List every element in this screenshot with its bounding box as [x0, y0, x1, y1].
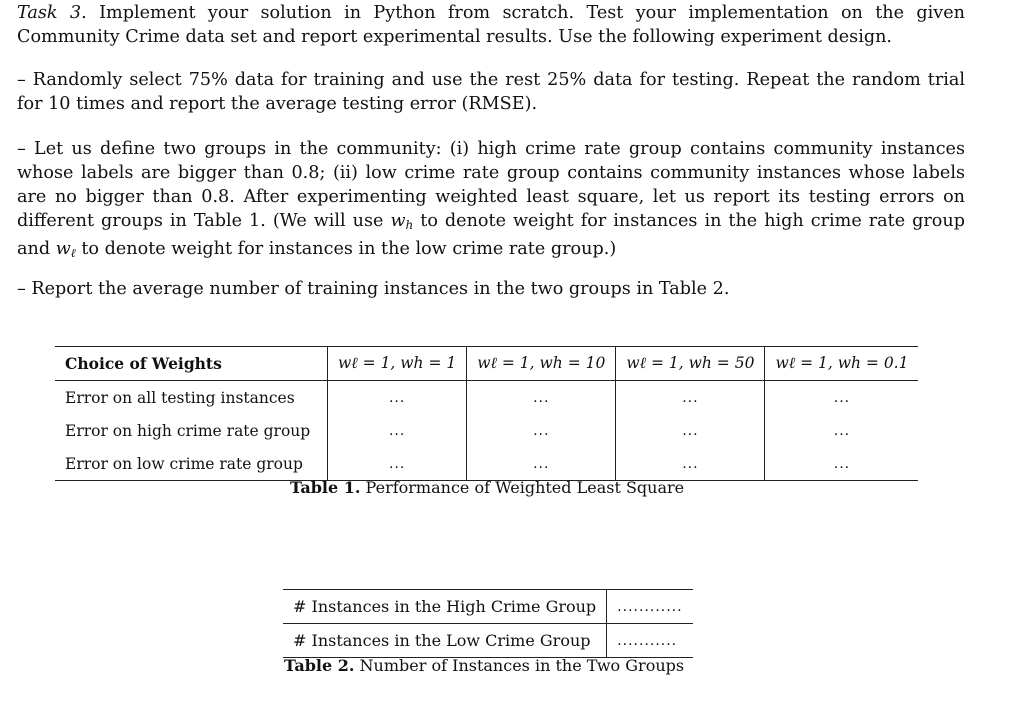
table-header-row — [55, 347, 918, 381]
table-cell: ............ — [607, 590, 693, 624]
header-weight-3: wℓ = 1, wh = 50 — [616, 347, 765, 381]
table-row — [55, 381, 918, 415]
bullet-groups-text-3: to denote weight for instances in the low crime rate group.) — [75, 239, 617, 259]
table-cell: ... — [328, 414, 467, 447]
table-cell: ... — [765, 381, 919, 415]
table-row — [283, 590, 693, 624]
table-row — [55, 447, 918, 481]
table-cell: ... — [616, 381, 765, 415]
task-text: Implement your solution in Python from scratch. Test your implementation on the given Community Crime data set and report experimental results. Use the following experiment design. — [17, 3, 965, 47]
table-cell: ... — [765, 414, 919, 447]
row-label-low: Error on low crime rate group — [55, 447, 328, 481]
table-row — [283, 624, 693, 658]
bullet-groups-text-1: – Let us define two groups in the community: (i) high crime rate group contains community instances whose labels are bigger than 0.8; (ii) low crime rate group contains community instances whose labels are no bigger than 0.8. After experimenting weighted least square, let us report its testing errors on different groups in Table 1. (We will use — [17, 139, 965, 231]
table-cell: ... — [467, 414, 616, 447]
math-w-l: $w_\ell$ — [55, 239, 76, 260]
header-weight-1: wℓ = 1, wh = 1 — [328, 347, 467, 381]
task-label: Task 3. — [17, 3, 87, 23]
bullet-report-instances: – Report the average number of training instances in the two groups in Table 2. — [17, 279, 730, 299]
table-weighted-least-square — [55, 346, 918, 481]
table2-caption-text: Number of Instances in the Two Groups — [354, 656, 685, 675]
table1-caption-label: Table 1. — [290, 478, 361, 497]
table-cell: ... — [328, 381, 467, 415]
table2-caption-label: Table 2. — [284, 656, 355, 675]
table-cell: ... — [467, 447, 616, 481]
row-label-all: Error on all testing instances — [65, 388, 295, 407]
table-instance-counts — [283, 589, 693, 658]
header-weight-4: wℓ = 1, wh = 0.1 — [765, 347, 919, 381]
table2-caption — [284, 656, 684, 675]
header-choice-of-weights: Choice of Weights — [55, 347, 328, 381]
header-weight-2: wℓ = 1, wh = 10 — [467, 347, 616, 381]
table-cell: ... — [467, 381, 616, 415]
task-paragraph — [17, 1, 965, 49]
row-label-high-instances: # Instances in the High Crime Group — [283, 590, 607, 624]
table-row — [55, 414, 918, 447]
bullet-random-split: – Randomly select 75% data for training and use the rest 25% data for testing. Repeat the random trial for 10 times and report the average testing error (RMSE). — [17, 70, 965, 114]
table-cell: ... — [328, 447, 467, 481]
table1-caption — [290, 478, 684, 497]
math-w-h: $w_h$ — [390, 211, 414, 232]
row-label-high: Error on high crime rate group — [65, 421, 311, 440]
bullet-groups — [17, 137, 965, 265]
table1-caption-text: Performance of Weighted Least Square — [360, 478, 685, 497]
table-cell: ... — [616, 447, 765, 481]
table-cell: ... — [765, 447, 919, 481]
bullet-groups-text-2: to denote weight for instances in the high crime rate group and — [17, 211, 965, 259]
table-cell: ........... — [607, 624, 693, 658]
table-cell: ... — [616, 414, 765, 447]
row-label-low-instances: # Instances in the Low Crime Group — [283, 624, 607, 658]
